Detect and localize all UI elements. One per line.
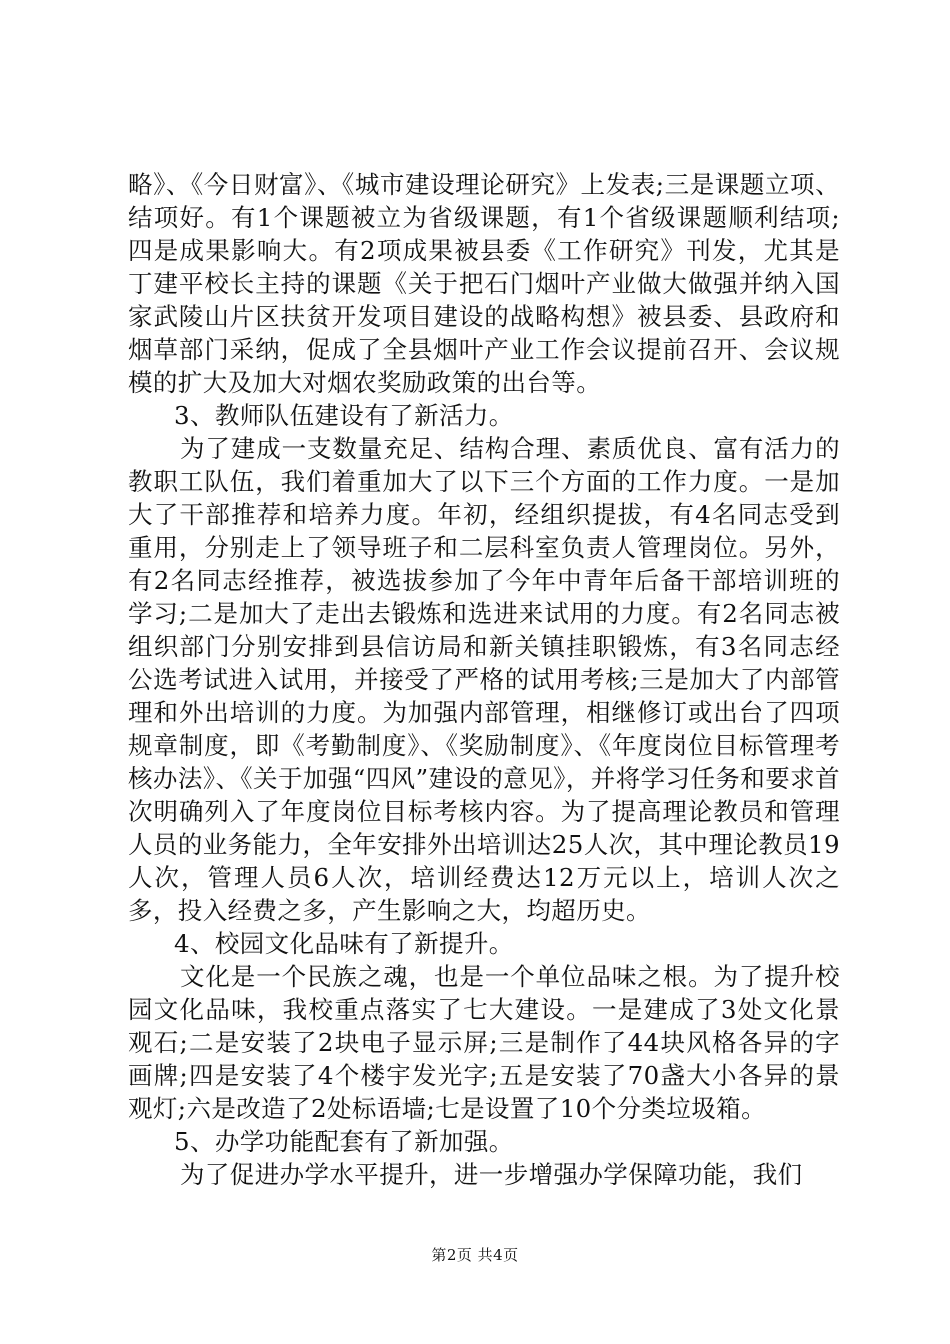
section-heading-campus-culture: 4、校园文化品味有了新提升。: [174, 929, 514, 958]
paragraph-teacher-team: 为了建成一支数量充足、结构合理、素质优良、富有活力的教职工队伍，我们着重加大了以下三个方面的工作力度。一是加大了干部推荐和培养力度。年初，经组织提拔，有4名同志受到重用，分别走上了领导班子和二层科室负责人管理岗位。另外，有2名同志经推荐，被选拔参加了今年中青年后备干部培训班的学习;二是加大了走出去锻炼和选进来试用的力度。有2名同志被组织部门分别安排到县信访局和新关镇挂职锻炼，有3名同志经公选考试进入试用，并接受了严格的试用考核;三是加大了内部管理和外出培训的力度。为加强内部管理，相继修订或出台了四项规章制度，即《考勤制度》、《奖励制度》、《年度岗位目标管理考核办法》、《关于加强“四风”建设的意见》，并将学习任务和要求首次明确列入了年度岗位目标考核内容。为了提高理论教员和管理人员的业务能力，全年安排外出培训达25人次，其中理论教员19人次，管理人员6人次，培训经费达12万元以上，培训人次之多，投入经费之多，产生影响之大，均超历史。: [128, 434, 840, 925]
paragraph-continuation: 略》、《今日财富》、《城市建设理论研究》上发表;三是课题立项、结项好。有1个课题被立为省级课题，有1个省级课题顺利结项;四是成果影响大。有2项成果被县委《工作研究》刊发，尤其是丁建平校长主持的课题《关于把石门烟叶产业做大做强并纳入国家武陵山片区扶贫开发项目建设的战略构想》被县委、县政府和烟草部门采纳，促成了全县烟叶产业工作会议提前召开、会议规模的扩大及加大对烟农奖励政策的出台等。: [128, 170, 840, 397]
document-body: [128, 168, 840, 1191]
paragraph-campus-culture: 文化是一个民族之魂，也是一个单位品味之根。为了提升校园文化品味，我校重点落实了七大建设。一是建成了3处文化景观石;二是安装了2块电子显示屏;三是制作了44块风格各异的字画牌;四是安装了4个楼宇发光字;五是安装了70盏大小各异的景观灯;六是改造了2处标语墙;七是设置了10个分类垃圾箱。: [128, 962, 840, 1123]
section-heading-school-function: 5、办学功能配套有了新加强。: [174, 1127, 514, 1156]
section-heading-teacher-team: 3、教师队伍建设有了新活力。: [174, 401, 514, 430]
page-number-footer: 第2页 共4页: [431, 1246, 519, 1264]
paragraph-school-function: 为了促进办学水平提升，进一步增强办学保障功能，我们: [180, 1160, 803, 1189]
